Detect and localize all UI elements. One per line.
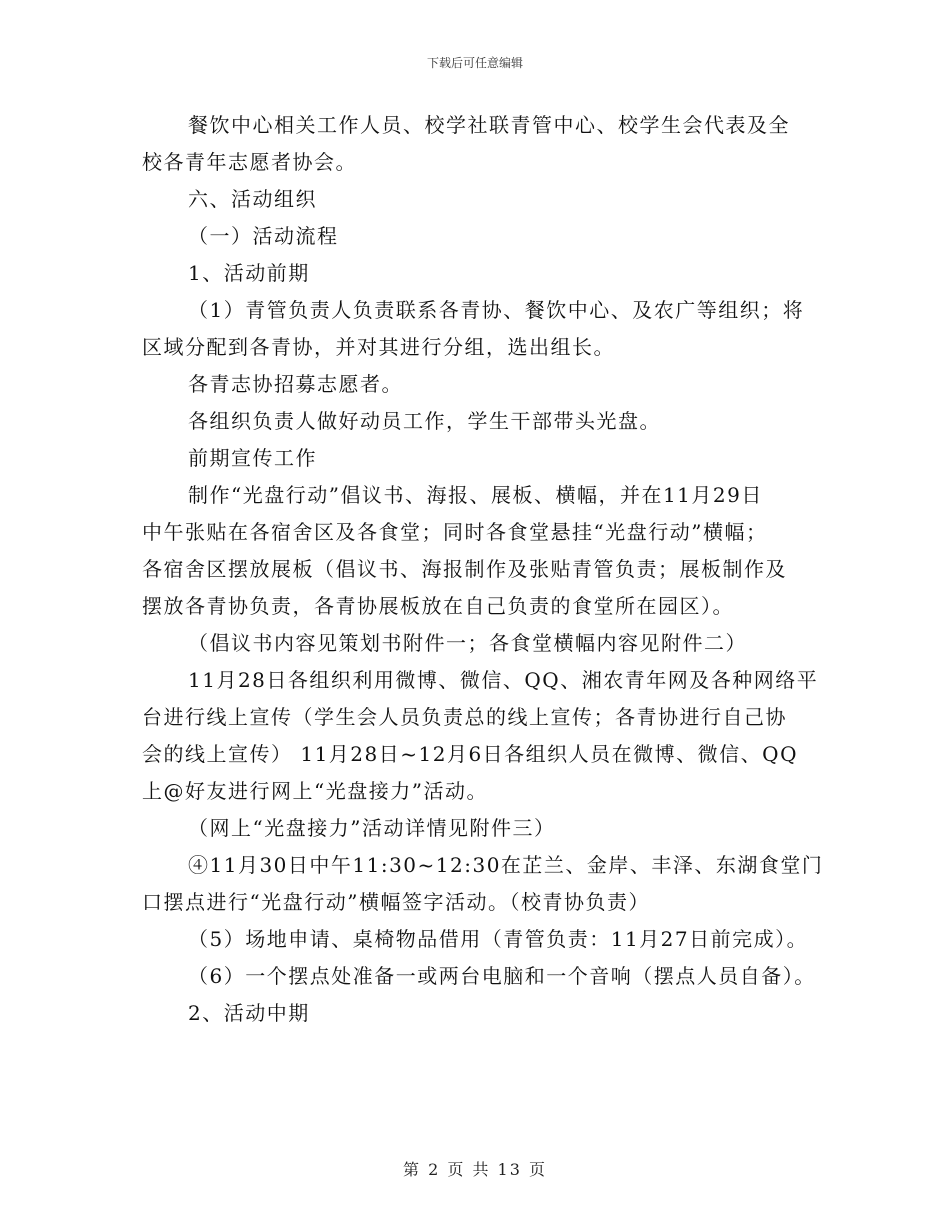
text-line: （一）活动流程 — [188, 224, 339, 248]
text-line: 台进行线上宣传（学生会人员负责总的线上宣传；各青协进行自己协 — [142, 705, 787, 729]
text-line: 中午张贴在各宿舍区及各食堂；同时各食堂悬挂“光盘行动”横幅； — [142, 520, 768, 544]
text-line: 摆放各青协负责，各青协展板放在自己负责的食堂所在园区）。 — [142, 594, 734, 618]
page-header: 下载后可任意编辑 — [426, 56, 523, 70]
text-line: 制作“光盘行动”倡议书、海报、展板、横幅，并在11月29日 — [188, 483, 763, 507]
text-line: 会的线上宣传） 11月28日~12月6日各组织人员在微博、微信、QQ — [142, 742, 798, 766]
text-line: 各青志协招募志愿者。 — [188, 372, 403, 396]
text-line: （6）一个摆点处准备一或两台电脑和一个音响（摆点人员自备）。 — [188, 964, 816, 988]
text-line: 六、活动组织 — [188, 187, 317, 211]
text-line: 1、活动前期 — [188, 261, 310, 285]
text-line: 各组织负责人做好动员工作，学生干部带头光盘。 — [188, 409, 661, 433]
text-line: 校各青年志愿者协会。 — [142, 150, 357, 174]
text-line: ④11月30日中午11:30~12:30在芷兰、金岸、丰泽、东湖食堂门 — [188, 853, 824, 877]
text-line: 餐饮中心相关工作人员、校学社联青管中心、校学生会代表及全 — [188, 113, 790, 137]
text-line: （1）青管负责人负责联系各青协、餐饮中心、及农广等组织；将 — [188, 298, 805, 322]
text-line: （5）场地申请、桌椅物品借用（青管负责：11月27日前完成）。 — [188, 927, 809, 951]
text-line: 2、活动中期 — [188, 1001, 310, 1025]
text-line: 前期宣传工作 — [188, 446, 317, 470]
text-line: （倡议书内容见策划书附件一；各食堂横幅内容见附件二） — [188, 631, 747, 655]
text-line: 口摆点进行“光盘行动”横幅签字活动。（校青协负责） — [142, 890, 650, 914]
text-line: 11月28日各组织利用微博、微信、QQ、湘农青年网及各种网络平 — [188, 668, 819, 692]
page-footer: 第 2 页 共 13 页 — [403, 1160, 547, 1179]
document-body — [142, 107, 832, 1032]
text-line: 区域分配到各青协，并对其进行分组，选出组长。 — [142, 335, 615, 359]
text-line: （网上“光盘接力”活动详情见附件三） — [188, 816, 556, 840]
text-line: 各宿舍区摆放展板（倡议书、海报制作及张贴青管负责；展板制作及 — [142, 557, 787, 581]
text-line: 上@好友进行网上“光盘接力”活动。 — [142, 779, 488, 803]
